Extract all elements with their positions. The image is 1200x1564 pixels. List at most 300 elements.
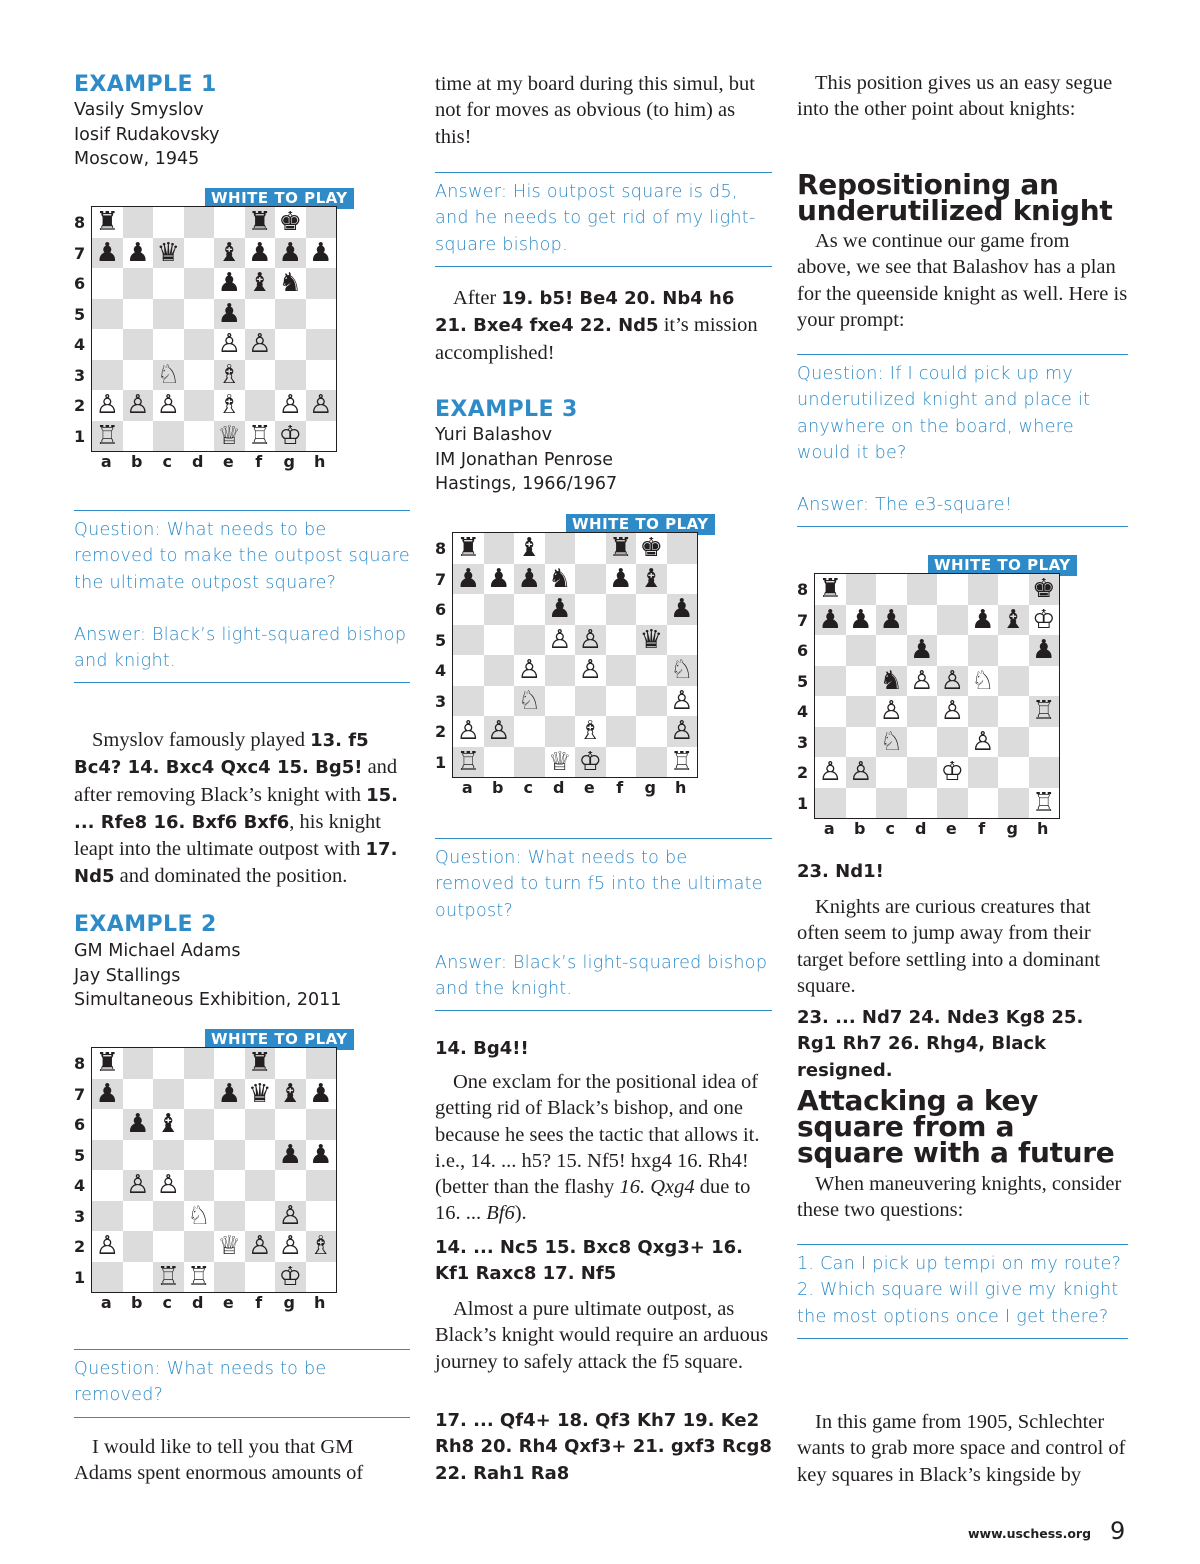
black-pawn-icon: ♟	[309, 1078, 333, 1109]
board-square	[667, 625, 698, 656]
white-rook-icon: ♖	[187, 1261, 211, 1292]
board-square	[92, 1262, 123, 1293]
white-king-icon: ♔	[278, 1261, 302, 1292]
file-label: d	[553, 778, 565, 797]
file-labels	[91, 1293, 335, 1312]
board-square	[306, 1079, 337, 1110]
answer-box-outpost	[435, 172, 772, 267]
board-square	[514, 594, 545, 625]
board-square	[214, 1109, 245, 1140]
white-knight-icon: ♘	[879, 726, 903, 757]
question-2: 2. Which square will give my knight the most options once I get there?	[797, 1280, 1119, 1327]
board-square	[545, 747, 576, 778]
board-square	[636, 716, 667, 747]
page-number: 9	[1110, 1517, 1126, 1545]
text-run: Smyslov famously played	[92, 729, 311, 751]
file-label: d	[192, 1293, 204, 1312]
board-square	[153, 421, 184, 452]
board-square	[245, 238, 276, 269]
board-square	[214, 238, 245, 269]
board-square	[184, 1048, 215, 1079]
rank-label: 6	[74, 274, 86, 293]
board-square	[484, 533, 515, 564]
board-square	[998, 727, 1029, 758]
answer-text: Answer: Black’s light-squared bishop and knight.	[74, 624, 407, 672]
white-bishop-icon: ♗	[217, 390, 241, 421]
board-square	[153, 1231, 184, 1262]
board-square	[815, 696, 846, 727]
file-label: h	[314, 1293, 326, 1312]
black-king-icon: ♚	[1032, 574, 1056, 605]
board-square	[92, 207, 123, 238]
board-square	[545, 625, 576, 656]
question-box-2	[74, 1349, 410, 1418]
board-square	[184, 1201, 215, 1232]
board-square	[306, 1170, 337, 1201]
file-label: f	[255, 1293, 263, 1312]
board-square	[606, 564, 637, 595]
board-square	[545, 533, 576, 564]
black-king-icon: ♚	[639, 533, 663, 564]
board-square	[846, 696, 877, 727]
file-label: b	[854, 819, 866, 838]
board-square	[453, 564, 484, 595]
white-king-icon: ♔	[278, 420, 302, 451]
board-square	[937, 696, 968, 727]
board-square	[123, 329, 154, 360]
rank-labels	[797, 575, 808, 819]
board-square	[245, 207, 276, 238]
board-square	[123, 421, 154, 452]
black-knight-icon: ♞	[879, 665, 903, 696]
footer-url: www.uschess.org	[968, 1526, 1092, 1541]
board-square	[514, 564, 545, 595]
example-2-game-info	[74, 939, 341, 1013]
example-3-game-info	[435, 423, 617, 497]
section-heading-repositioning: Repositioning an underutilized knight	[797, 168, 1113, 227]
board-square	[306, 390, 337, 421]
file-label: c	[162, 452, 172, 471]
board-square	[153, 1140, 184, 1171]
board-square	[815, 605, 846, 636]
white-pawn-icon: ♙	[818, 757, 842, 788]
black-pawn-icon: ♟	[95, 237, 119, 268]
board-square	[636, 533, 667, 564]
board-square	[306, 360, 337, 391]
board-square	[846, 757, 877, 788]
black-pawn-icon: ♟	[456, 563, 480, 594]
board-square	[606, 533, 637, 564]
black-pawn-icon: ♟	[217, 1078, 241, 1109]
board-square	[907, 696, 938, 727]
board-square	[153, 299, 184, 330]
board-square	[514, 686, 545, 717]
paragraph-text: I would like to tell you that GM Adams spent enormous amounts of	[74, 1436, 364, 1485]
paragraph-text: Knights are curious creatures that often seem to jump away from their target before settling into a dominant square.	[797, 896, 1101, 997]
board-square	[275, 360, 306, 391]
board-square	[606, 686, 637, 717]
board-square	[606, 625, 637, 656]
black-bishop-icon: ♝	[156, 1109, 180, 1140]
rank-labels	[435, 534, 446, 778]
board-square	[214, 268, 245, 299]
board-square	[876, 727, 907, 758]
paragraph-knights-curious	[797, 894, 1128, 999]
rank-label: 1	[74, 1267, 86, 1287]
board-square	[484, 625, 515, 656]
white-knight-icon: ♘	[517, 685, 541, 716]
italic-move: Bf6	[486, 1202, 515, 1225]
board-square	[815, 574, 846, 605]
board-square	[123, 1079, 154, 1110]
board-square	[968, 788, 999, 819]
board-square	[815, 666, 846, 697]
black-rook-icon: ♜	[248, 1048, 272, 1079]
file-labels	[814, 819, 1058, 838]
board-square	[484, 594, 515, 625]
question-1: 1. Can I pick up tempi on my route?	[797, 1254, 1122, 1274]
board-square	[937, 727, 968, 758]
board-square	[453, 594, 484, 625]
board-square	[123, 1048, 154, 1079]
board-square	[245, 421, 276, 452]
rank-labels	[74, 1049, 85, 1293]
white-rook-icon: ♖	[156, 1261, 180, 1292]
board-square	[876, 635, 907, 666]
question-text: Question: What needs to be removed?	[74, 1359, 327, 1406]
white-pawn-icon: ♙	[278, 1231, 302, 1262]
board-square	[667, 686, 698, 717]
file-label: f	[255, 452, 263, 471]
white-knight-icon: ♘	[187, 1200, 211, 1231]
rank-label: 7	[74, 1084, 86, 1104]
board-square	[275, 1048, 306, 1079]
white-rook-icon: ♖	[670, 746, 694, 777]
board-square	[545, 655, 576, 686]
board-square	[245, 1140, 276, 1171]
file-label: g	[1006, 819, 1018, 838]
black-king-icon: ♚	[278, 207, 302, 238]
board-square	[1029, 574, 1060, 605]
board-square	[907, 574, 938, 605]
board-square	[275, 1140, 306, 1171]
text-run: One exclam for the positional idea of getting rid of Black’s bishop, and one because he sees the tactic that allows it. i.e., 14. ... h5? 15. Nf5! hxg4 16. Rh4! (better than the flashy	[435, 1071, 760, 1199]
question-text: Question: If I could pick up my underutilized knight and place it anywhere on the board, where would it be?	[797, 364, 1091, 463]
board-square	[667, 716, 698, 747]
board-square	[876, 696, 907, 727]
white-pawn-icon: ♙	[278, 390, 302, 421]
file-label: e	[945, 819, 957, 838]
black-pawn-icon: ♟	[910, 635, 934, 666]
paragraph-adams	[74, 1434, 410, 1487]
black-pawn-icon: ♟	[309, 237, 333, 268]
rank-label: 3	[74, 1206, 86, 1226]
board-square	[453, 686, 484, 717]
board-square	[636, 564, 667, 595]
black-knight-icon: ♞	[548, 563, 572, 594]
question-answer-box-4	[797, 354, 1128, 527]
text-run: ).	[514, 1202, 527, 1225]
board-square	[998, 605, 1029, 636]
board-square	[968, 696, 999, 727]
board-square	[306, 1262, 337, 1293]
board-square	[92, 268, 123, 299]
board-square	[846, 727, 877, 758]
board-square	[846, 574, 877, 605]
white-pawn-icon: ♙	[278, 1200, 302, 1231]
game-event: Hastings, 1966/1967	[435, 474, 618, 494]
board-square	[245, 1079, 276, 1110]
board-square	[1029, 788, 1060, 819]
black-rook-icon: ♜	[609, 533, 633, 564]
board-square	[575, 655, 606, 686]
board-square	[968, 757, 999, 788]
board-square	[184, 1079, 215, 1110]
board-square	[484, 564, 515, 595]
board-square	[453, 716, 484, 747]
board-square	[453, 747, 484, 778]
board-square	[907, 757, 938, 788]
file-label: e	[222, 1293, 234, 1312]
board-square	[306, 1201, 337, 1232]
game-player: Jay Stallings	[74, 965, 181, 986]
file-label: g	[283, 1293, 295, 1312]
board-square	[92, 1231, 123, 1262]
white-pawn-icon: ♙	[95, 390, 119, 421]
black-pawn-icon: ♟	[517, 563, 541, 594]
board-square	[184, 1170, 215, 1201]
black-pawn-icon: ♟	[278, 237, 302, 268]
board-square	[667, 533, 698, 564]
board-square	[968, 635, 999, 666]
rank-label: 3	[74, 365, 86, 385]
board-square	[575, 716, 606, 747]
white-pawn-icon: ♙	[309, 390, 333, 421]
black-rook-icon: ♜	[95, 207, 119, 238]
paragraph-segue	[797, 70, 1128, 123]
board-square	[123, 360, 154, 391]
file-label: b	[131, 1293, 143, 1312]
board-square	[245, 1231, 276, 1262]
black-pawn-icon: ♟	[126, 1109, 150, 1140]
game-player: GM Michael Adams	[74, 941, 241, 961]
board-square	[998, 574, 1029, 605]
rank-label: 1	[435, 752, 447, 772]
file-label: c	[523, 778, 533, 797]
board-square	[184, 421, 215, 452]
board-square	[245, 268, 276, 299]
board-square	[214, 390, 245, 421]
file-labels	[452, 778, 696, 797]
paragraph-after	[435, 285, 772, 366]
white-pawn-icon: ♙	[126, 1170, 150, 1201]
black-bishop-icon: ♝	[1001, 604, 1025, 635]
white-rook-icon: ♖	[95, 420, 119, 451]
board-square	[453, 533, 484, 564]
file-label: f	[616, 778, 624, 797]
board-square	[937, 574, 968, 605]
italic-move: 16. Qxg4	[619, 1176, 695, 1199]
board-square	[245, 1201, 276, 1232]
board-square	[214, 1048, 245, 1079]
example-2-title: EXAMPLE 2	[74, 912, 217, 937]
board-square	[907, 605, 938, 636]
board-square	[92, 1048, 123, 1079]
board-square	[876, 666, 907, 697]
board-square	[636, 625, 667, 656]
white-rook-icon: ♖	[456, 746, 480, 777]
white-pawn-icon: ♙	[910, 665, 934, 696]
white-pawn-icon: ♙	[670, 685, 694, 716]
black-bishop-icon: ♝	[217, 237, 241, 268]
white-pawn-icon: ♙	[548, 624, 572, 655]
board-square	[245, 299, 276, 330]
question-text: Question: What needs to be removed to turn f5 into the ultimate outpost?	[435, 848, 763, 921]
board-square	[968, 605, 999, 636]
board-square	[907, 666, 938, 697]
board-square	[545, 564, 576, 595]
white-pawn-icon: ♙	[456, 716, 480, 747]
board-square	[184, 207, 215, 238]
board-square	[123, 299, 154, 330]
white-pawn-icon: ♙	[248, 1231, 272, 1262]
board-square	[575, 594, 606, 625]
moves-23-26: 23. ... Nd7 24. Nde3 Kg8 25. Rg1 Rh7 26. Rhg4, Black resigned.	[797, 1007, 1084, 1081]
paragraph-maneuvering	[797, 1171, 1128, 1224]
board-square	[123, 1201, 154, 1232]
game-player: Vasily Smyslov	[74, 100, 204, 120]
answer-text: Answer: Black’s light-squared bishop and the knight.	[435, 952, 768, 1000]
board-square	[123, 268, 154, 299]
board-square	[815, 788, 846, 819]
board-square	[1029, 635, 1060, 666]
board-square	[1029, 727, 1060, 758]
board-square	[1029, 605, 1060, 636]
white-pawn-icon: ♙	[126, 390, 150, 421]
board-square	[275, 1262, 306, 1293]
white-pawn-icon: ♙	[670, 716, 694, 747]
board-square	[214, 421, 245, 452]
board-square	[575, 686, 606, 717]
answer-text: Answer: His outpost square is d5, and he needs to get rid of my light-square bishop.	[435, 182, 756, 255]
white-pawn-icon: ♙	[879, 696, 903, 727]
board-square	[184, 390, 215, 421]
section-heading-attacking: Attacking a key square from a square with a future	[797, 1084, 1115, 1169]
board-square	[453, 625, 484, 656]
board-square	[606, 594, 637, 625]
white-to-play-label: WHITE TO PLAY	[928, 555, 1077, 576]
board-square	[214, 1201, 245, 1232]
board-square	[275, 1231, 306, 1262]
white-king-icon: ♔	[1032, 604, 1056, 635]
paragraph-text: Almost a pure ultimate outpost, as Black’s knight would require an arduous journey to safely attack the f5 square.	[435, 1298, 769, 1373]
board-square	[306, 207, 337, 238]
board-square	[815, 635, 846, 666]
question-answer-box-1	[74, 510, 410, 683]
rank-label: 7	[74, 243, 86, 263]
white-rook-icon: ♖	[1032, 787, 1056, 818]
board-square	[184, 360, 215, 391]
board-square	[545, 716, 576, 747]
rank-label: 6	[435, 600, 447, 619]
rank-label: 2	[74, 1237, 86, 1256]
rank-label: 1	[74, 426, 86, 446]
board-square	[815, 727, 846, 758]
file-label: a	[823, 819, 835, 838]
board-square	[184, 268, 215, 299]
board-square	[306, 268, 337, 299]
board-square	[667, 655, 698, 686]
board-square	[275, 1170, 306, 1201]
black-pawn-icon: ♟	[126, 237, 150, 268]
black-queen-icon: ♛	[156, 237, 180, 268]
moves-23: 23. Nd1!	[797, 861, 884, 882]
black-rook-icon: ♜	[248, 207, 272, 238]
board-square	[667, 564, 698, 595]
black-pawn-icon: ♟	[95, 1078, 119, 1109]
black-bishop-icon: ♝	[517, 533, 541, 564]
game-player: Yuri Balashov	[435, 425, 552, 445]
board-square	[92, 299, 123, 330]
board-square	[153, 207, 184, 238]
black-bishop-icon: ♝	[639, 563, 663, 594]
board-square	[998, 696, 1029, 727]
rank-label: 2	[797, 763, 809, 782]
board-square	[937, 605, 968, 636]
white-rook-icon: ♖	[1032, 696, 1056, 727]
board-square	[606, 716, 637, 747]
board-square	[275, 238, 306, 269]
board-square	[998, 635, 1029, 666]
board-square	[306, 329, 337, 360]
white-bishop-icon: ♗	[309, 1231, 333, 1262]
board-square	[245, 1109, 276, 1140]
board-square	[92, 329, 123, 360]
board-square	[92, 390, 123, 421]
board-square	[636, 594, 667, 625]
board-square	[153, 1201, 184, 1232]
board-square	[667, 594, 698, 625]
board-square	[514, 716, 545, 747]
file-label: h	[1037, 819, 1049, 838]
chess-board	[91, 206, 337, 452]
board-square	[153, 238, 184, 269]
white-to-play-label: WHITE TO PLAY	[566, 514, 715, 535]
text-run: , his knight leapt into the ultimate outpost with	[74, 810, 381, 861]
board-square	[184, 1109, 215, 1140]
black-rook-icon: ♜	[95, 1048, 119, 1079]
board-square	[245, 1048, 276, 1079]
file-label: d	[192, 452, 204, 471]
board-square	[214, 360, 245, 391]
question-text: Question: What needs to be removed to make the outpost square the ultimate outpost square?	[74, 520, 410, 593]
black-bishop-icon: ♝	[278, 1078, 302, 1109]
white-bishop-icon: ♗	[578, 716, 602, 747]
board-square	[937, 635, 968, 666]
rank-label: 2	[74, 396, 86, 415]
white-bishop-icon: ♗	[217, 359, 241, 390]
board-square	[275, 421, 306, 452]
board-square	[968, 574, 999, 605]
moves-17-22: 17. ... Qf4+ 18. Qf3 Kh7 19. Ke2 Rh8 20. Rh4 Qxf3+ 21. gxf3 Rcg8 22. Rah1 Ra8	[435, 1410, 772, 1484]
board-square	[907, 788, 938, 819]
board-square	[275, 1109, 306, 1140]
paragraph-simul	[435, 71, 772, 150]
white-pawn-icon: ♙	[849, 757, 873, 788]
white-pawn-icon: ♙	[940, 665, 964, 696]
rank-label: 3	[435, 691, 447, 711]
board-square	[214, 299, 245, 330]
